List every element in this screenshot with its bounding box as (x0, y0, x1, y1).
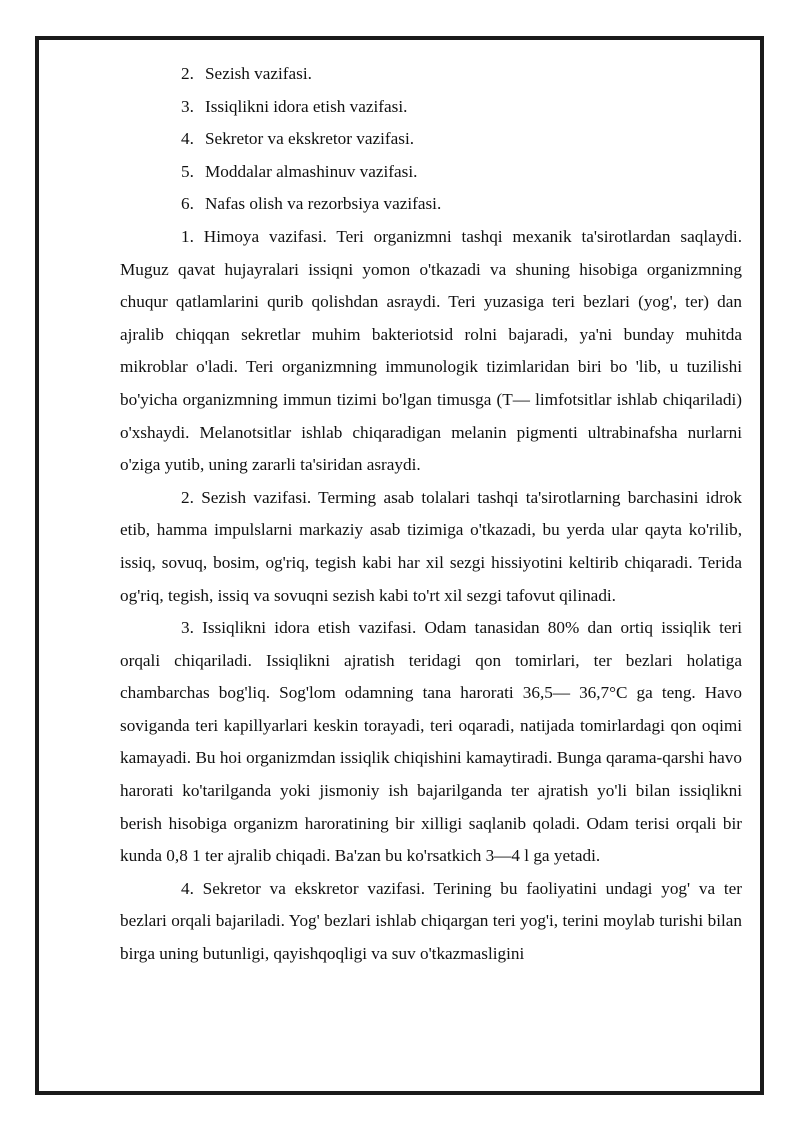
list-number: 3. (181, 96, 194, 116)
list-item (120, 58, 742, 91)
document-body (120, 58, 742, 971)
list-item (120, 123, 742, 156)
list-text: Nafas olish va rezorbsiya vazifasi. (205, 194, 442, 214)
list-item (120, 156, 742, 189)
list-number: 6. (181, 194, 194, 214)
list-item (120, 91, 742, 124)
list-text: Issiqlikni idora etish vazifasi. (205, 96, 408, 116)
list-number: 2. (181, 64, 194, 83)
list-number: 4. (181, 129, 194, 149)
paragraph-sekretor: 4. Sekretor va ekskretor vazifasi. Terining bu faoliyatini undagi yog' va ter bezlari orqali bajariladi. Yog' bezlari ishlab chiqargan teri yog'i, terini moylab turishi bilan birga uning butunligi, qayishqoqligi va suv o'tkazmasligini (120, 878, 742, 964)
list-text: Moddalar almashinuv vazifasi. (205, 161, 418, 181)
paragraph-issiqlik: 3. Issiqlikni idora etish vazifasi. Odam tanasidan 80% dan ortiq issiqlik teri orqali chiqariladi. Issiqlikni ajratish teridagi qon tomirlari, ter bezlari holatiga chambarchas bog'liq. Sog'lom odamning tana harorati 36,5— 36,7°C ga teng. Havo soviganda teri kapillyarlari keskin torayadi, teri oqaradi, natijada tomirlardagi qon oqimi kamayadi. Bu hoi organizmdan issiqlik chiqishini kamaytiradi. Bunga qarama-qarshi havo harorati ko'tarilganda yoki jismoniy ish bajarilganda ter ajratish yo'li bilan issiqlikni berish hisobiga organizm haroratining bir xilligi saqlanib qoladi. Odam terisi orqali bir kunda 0,8 1 ter ajralib chiqadi. Ba'zan bu ko'rsatkich 3—4 l ga yetadi. (120, 618, 742, 866)
list-item (120, 188, 742, 221)
list-number: 5. (181, 161, 194, 181)
paragraph-sezish: 2. Sezish vazifasi. Terming asab tolalari tashqi ta'sirotlarning barchasini idrok etib, hamma impulslarni markaziy asab tizimiga o'tkazadi, bu yerda ular qayta ko'rilib, issiq, sovuq, bosim, og'riq, tegish kabi har xil sezgi hissiyotini keltirib chiqaradi. Terida og'riq, tegish, issiq va sovuqni sezish kabi to'rt xil sezgi tafovut qilinadi. (120, 487, 742, 605)
list-text: Sekretor va ekskretor vazifasi. (205, 129, 415, 149)
paragraph-himoya: 1. Himoya vazifasi. Teri organizmni tashqi mexanik ta'sirotlardan saqlaydi. Muguz qavat hujayralari issiqni yomon o'tkazadi va shuning hisobiga organizmning chuqur qatlamlarini qurib qolishdan asraydi. Teri yuzasiga teri bezlari (yog', ter) dan ajralib chiqqan sekretlar muhim bakteriotsid rolni bajaradi, ya'ni bunday muhitda mikroblar o'ladi. Teri organizmning immunologik tizimlaridan biri bo 'lib, u tuzilishi bo'yicha organizmning immun tizimi bo'lgan timusga (T— limfotsitlar ishlab chiqariladi) o'xshaydi. Melanotsitlar ishlab chiqaradigan melanin pigmenti ultrabinafsha nurlarni o'ziga yutib, uning zararli ta'siridan asraydi. (120, 226, 742, 475)
list-text: Sezish vazifasi. (205, 64, 312, 83)
